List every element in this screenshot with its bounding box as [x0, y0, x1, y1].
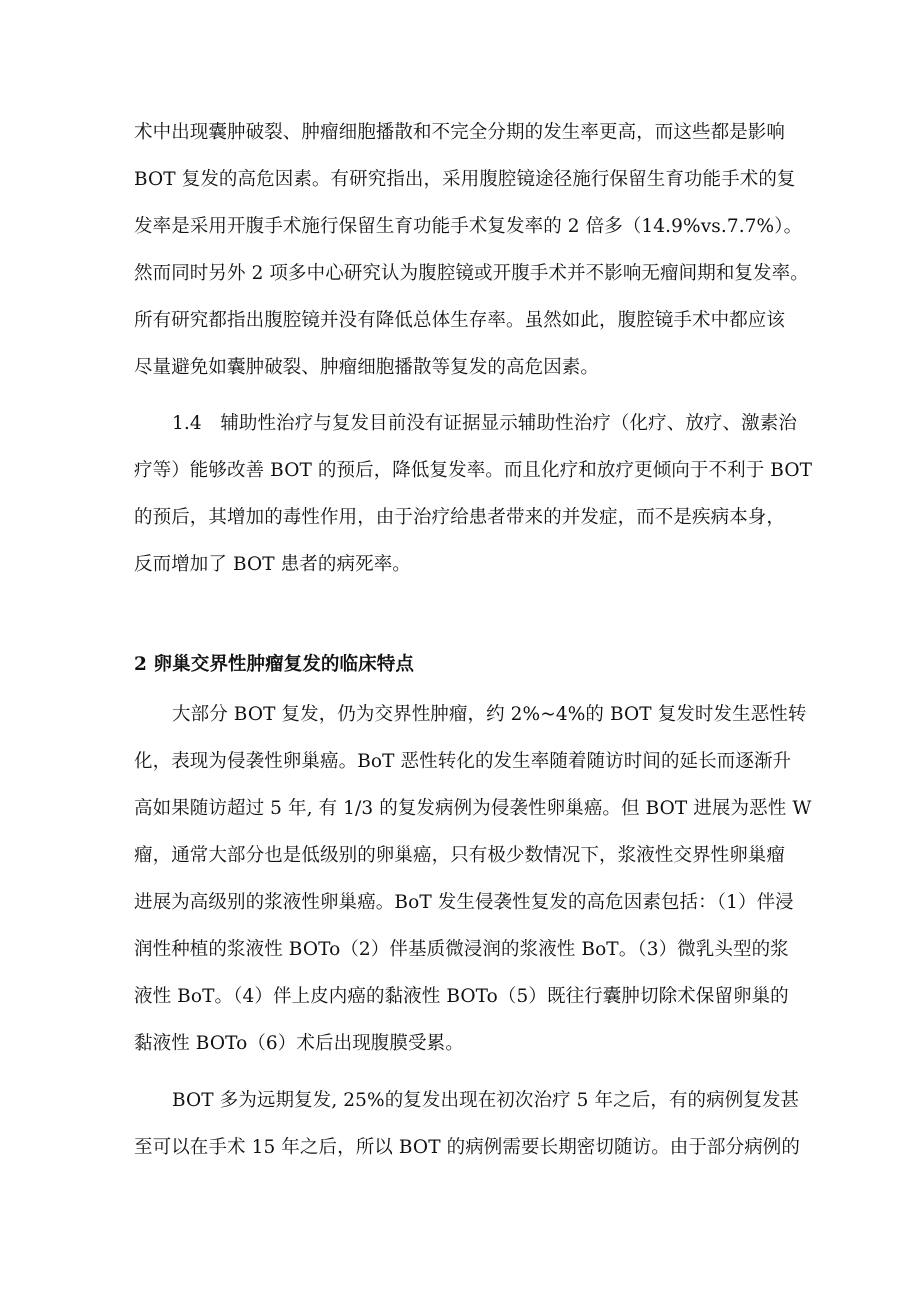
text-line: 润性种植的浆液性 BOTo（2）伴基质微浸润的浆液性 BoT。（3）微乳头型的浆 — [134, 939, 789, 960]
text-line: 化，表现为侵袭性卵巢癌。BoT 恶性转化的发生率随着随访时间的延长而逐渐升 — [134, 751, 792, 772]
text-line: 1.4 辅助性治疗与复发目前没有证据显示辅助性治疗（化疗、放疗、激素治 — [172, 413, 797, 434]
text-line: 进展为高级别的浆液性卵巢癌。BoT 发生侵袭性复发的高危因素包括：（1）伴浸 — [134, 892, 794, 913]
section-heading: 2 卵巢交界性肿瘤复发的临床特点 — [134, 654, 414, 675]
text-line: BOT 多为远期复发, 25%的复发出现在初次治疗 5 年之后，有的病例复发甚 — [172, 1090, 800, 1111]
text-line: 术中出现囊肿破裂、肿瘤细胞播散和不完全分期的发生率更高，而这些都是影响 — [134, 122, 786, 143]
text-line: 疗等）能够改善 BOT 的预后，降低复发率。而且化疗和放疗更倾向于不利于 BOT — [134, 460, 813, 481]
text-line: 反而增加了 BOT 患者的病死率。 — [134, 554, 411, 575]
text-line: 尽量避免如囊肿破裂、肿瘤细胞播散等复发的高危因素。 — [134, 357, 600, 378]
text-line: 所有研究都指出腹腔镜并没有降低总体生存率。虽然如此，腹腔镜手术中都应该 — [134, 310, 786, 331]
text-line: 大部分 BOT 复发，仍为交界性肿瘤，约 2%~4%的 BOT 复发时发生恶性转 — [172, 704, 807, 725]
text-line: BOT 复发的高危因素。有研究指出，采用腹腔镜途径施行保留生育功能手术的复 — [134, 169, 796, 190]
text-line: 高如果随访超过 5 年, 有 1/3 的复发病例为侵袭性卵巢癌。但 BOT 进展为恶性 W — [134, 798, 812, 819]
text-line: 发率是采用开腹手术施行保留生育功能手术复发率的 2 倍多（14.9%vs.7.7%）。 — [134, 216, 803, 237]
text-line: 黏液性 BOTo（6）术后出现腹膜受累。 — [134, 1033, 464, 1054]
text-line: 的预后，其增加的毒性作用，由于治疗给患者带来的并发症，而不是疾病本身， — [134, 507, 786, 528]
text-line: 瘤，通常大部分也是低级别的卵巢癌，只有极少数情况下，浆液性交界性卵巢瘤 — [134, 845, 786, 866]
text-line: 液性 BoT。（4）伴上皮内癌的黏液性 BOTo（5）既往行囊肿切除术保留卵巢的 — [134, 986, 789, 1007]
text-line: 然而同时另外 2 项多中心研究认为腹腔镜或开腹手术并不影响无瘤间期和复发率。 — [134, 263, 809, 284]
text-line: 至可以在手术 15 年之后，所以 BOT 的病例需要长期密切随访。由于部分病例的 — [134, 1137, 801, 1158]
